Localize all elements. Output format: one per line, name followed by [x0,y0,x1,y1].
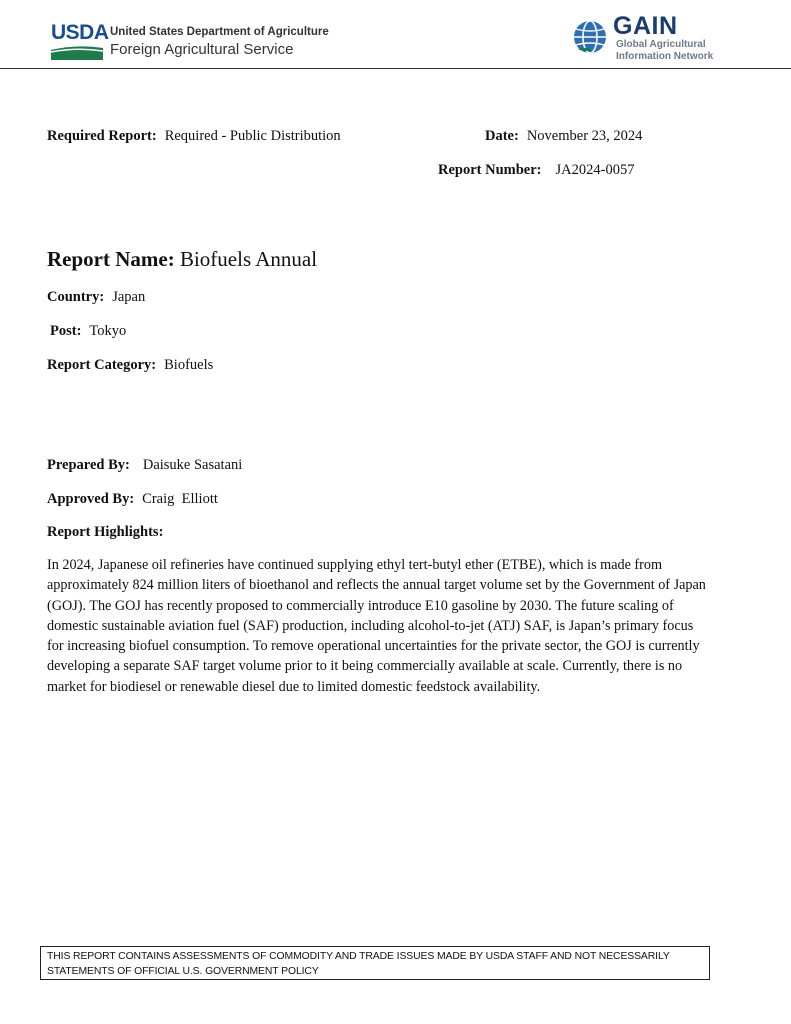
highlights-label: Report Highlights: [47,524,164,540]
gain-subtitle-line2: Information Network [616,51,714,62]
gain-subtitle-line1: Global Agricultural [616,39,706,50]
prepared-by-label: Prepared By: [47,457,130,473]
country-row [47,289,145,306]
report-name-heading [47,247,317,272]
category-row [47,357,213,374]
report-name-label: Report Name: [47,247,175,271]
header-divider [0,68,791,69]
category-value: Biofuels [164,357,214,373]
disclaimer-line-2: STATEMENTS OF OFFICIAL U.S. GOVERNMENT POLICY [47,966,319,977]
report-number-row [438,162,634,179]
usda-logo-wordmark: USDA [51,21,109,44]
prepared-by-value: Daisuke Sasatani [142,457,243,473]
post-value: Tokyo [89,323,127,339]
report-highlights-text: In 2024, Japanese oil refineries have continued supplying ethyl tert-butyl ether (ETBE), which is made from approximately 824 million liters of bioethanol and reflects the annual target volume set by the Government of Japan (GOJ). The GOJ has recently proposed to commercially introduce E10 gasoline by 2030. The future scaling of domestic sustainable aviation fuel (SAF) production, including alcohol-to-jet (ATJ) SAF, is Japan’s primary focus for increasing biofuel consumption. To remove operational uncertainties for the private sector, the GOJ is currently developing a separate SAF target volume prior to it being commercially available at scale. Currently, there is no market for biodiesel or renewable diesel due to limited domestic feedstock availability. [47,557,706,695]
category-label: Report Category: [47,357,157,373]
approved-by-label: Approved By: [47,491,135,507]
highlights-heading [47,524,163,541]
country-value: Japan [112,289,146,305]
required-report-value: Required - Public Distribution [164,128,341,144]
date-value: November 23, 2024 [526,128,643,144]
date-label: Date: [485,128,519,144]
agency-name: Foreign Agricultural Service [110,41,294,58]
required-report-label: Required Report: [47,128,157,144]
date-row [485,128,642,145]
report-number-value: JA2024-0057 [555,162,635,178]
department-name: United States Department of Agriculture [110,26,329,38]
usda-logo-swoosh [51,45,103,60]
disclaimer-line-1: THIS REPORT CONTAINS ASSESSMENTS OF COMMODITY AND TRADE ISSUES MADE BY USDA STAFF AND NOT NECESSARILY [47,951,670,962]
approved-by-value: Craig Elliott [142,491,218,507]
policy-disclaimer [40,946,710,980]
report-name-value: Biofuels Annual [179,247,318,271]
approved-by-row [47,491,218,508]
post-row [50,323,126,340]
report-number-label: Report Number: [438,162,542,178]
post-label: Post: [50,323,82,339]
globe-icon [572,19,608,55]
prepared-by-row [47,457,242,474]
required-report-row [47,128,341,145]
gain-logo-wordmark: GAIN [613,12,678,40]
country-label: Country: [47,289,105,305]
